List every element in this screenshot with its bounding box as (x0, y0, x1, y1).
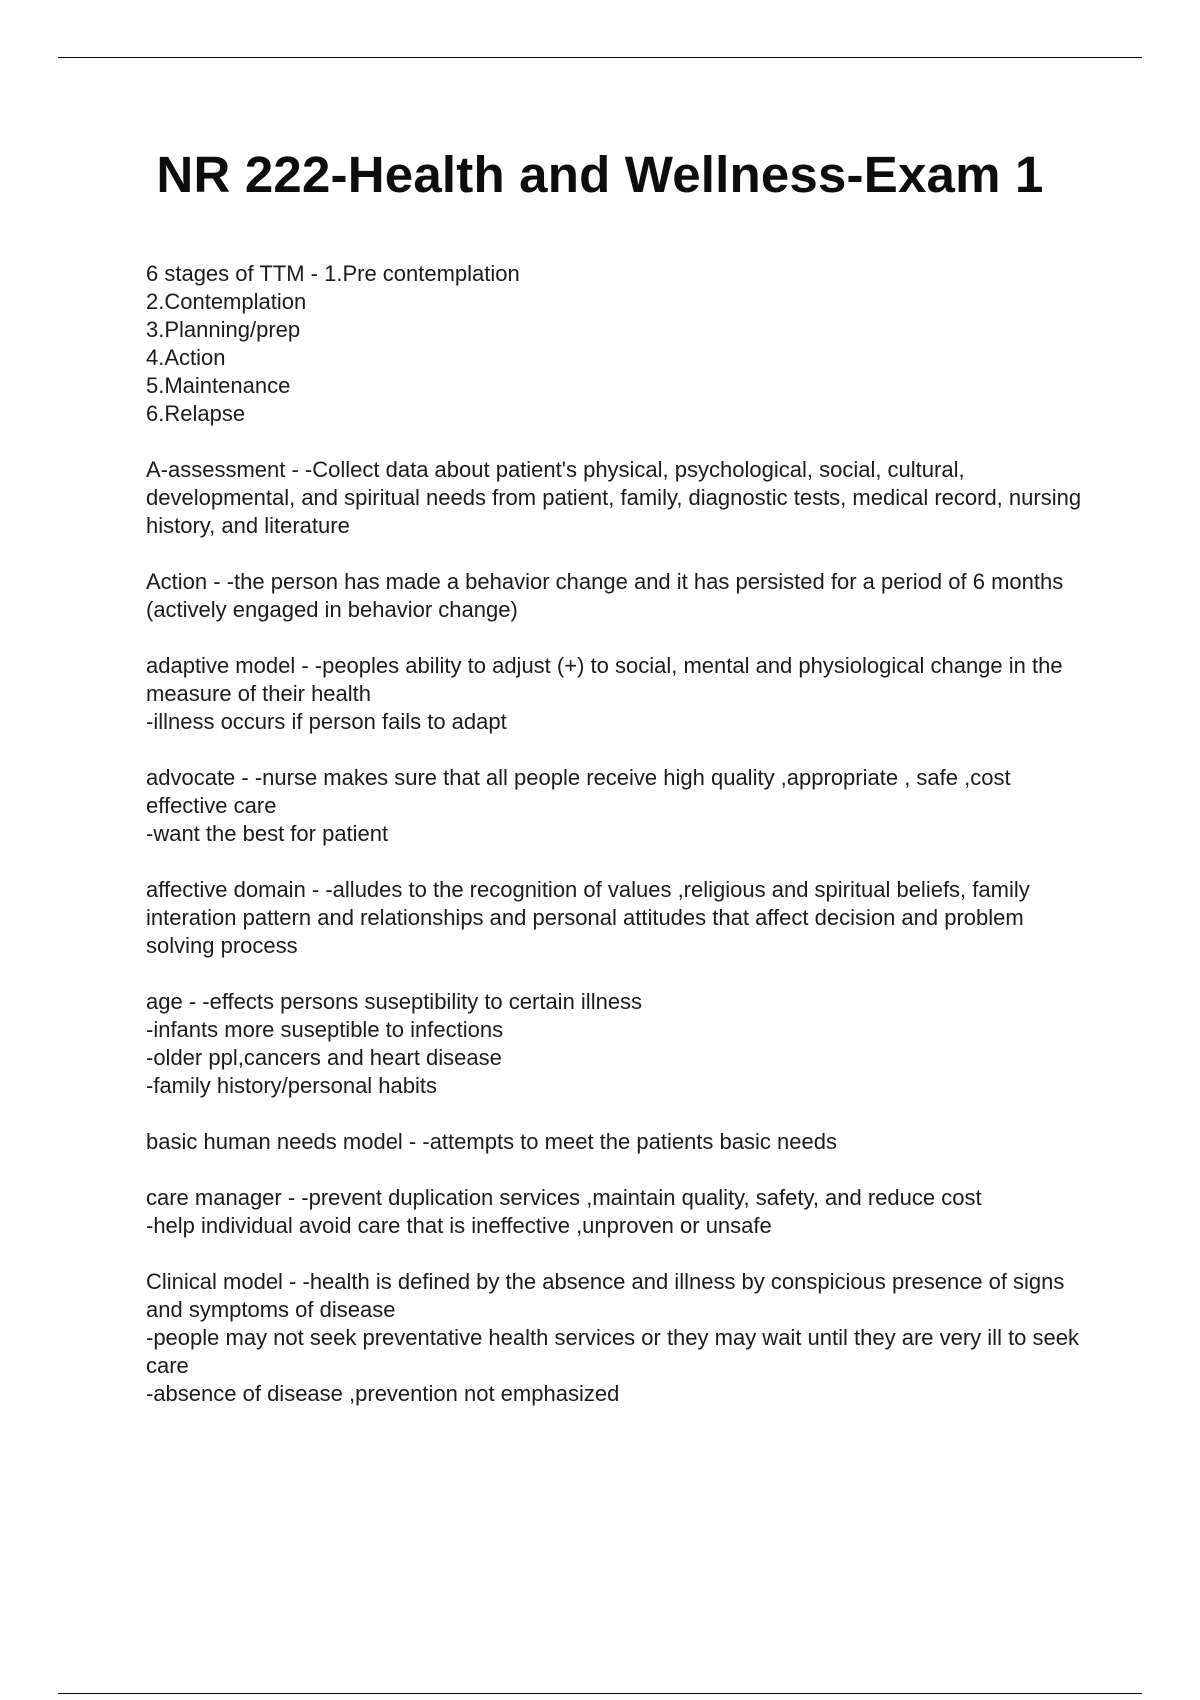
entry-care-manager (146, 1184, 1096, 1240)
entry-line: 6.Relapse (146, 401, 246, 426)
entry-basic-human-needs-model (146, 1128, 1096, 1156)
page-title: NR 222-Health and Wellness-Exam 1 (156, 146, 1044, 203)
entry-adaptive-model (146, 652, 1096, 736)
entry-line: 2.Contemplation (146, 289, 307, 314)
entry-clinical-model (146, 1268, 1096, 1408)
entry-age (146, 988, 1096, 1100)
entry-line: adaptive model - -peoples ability to adjust (+) to social, mental and physiological change in the measure of their health (146, 653, 1063, 706)
entry-action (146, 568, 1096, 624)
entry-line: age - -effects persons suseptibility to certain illness (146, 989, 643, 1014)
entry-line: -want the best for patient (146, 821, 389, 846)
entry-line: -family history/personal habits (146, 1073, 438, 1098)
entry-advocate (146, 764, 1096, 848)
entry-line: -help individual avoid care that is ineffective ,unproven or unsafe (146, 1213, 772, 1238)
entry-line: 4.Action (146, 345, 226, 370)
entry-line: A-assessment - -Collect data about patient's physical, psychological, social, cultural, developmental, and spiritual needs from patient, family, diagnostic tests, medical record, nursing history, and literature (146, 457, 1082, 538)
bottom-divider (58, 1693, 1142, 1694)
entry-affective-domain (146, 876, 1096, 960)
entry-line: -illness occurs if person fails to adapt (146, 709, 507, 734)
entry-line: 5.Maintenance (146, 373, 291, 398)
entry-line: -people may not seek preventative health services or they may wait until they are very ill to seek care (146, 1325, 1080, 1378)
entry-line: 6 stages of TTM - 1.Pre contemplation (146, 261, 520, 286)
top-divider (58, 57, 1142, 58)
entry-line: Clinical model - -health is defined by the absence and illness by conspicious presence of signs and symptoms of disease (146, 1269, 1065, 1322)
entry-ttm-stages (146, 260, 1096, 428)
entry-line: 3.Planning/prep (146, 317, 301, 342)
entry-a-assessment (146, 456, 1096, 540)
entry-line: Action - -the person has made a behavior change and it has persisted for a period of 6 months (actively engaged in behavior change) (146, 569, 1064, 622)
entry-line: advocate - -nurse makes sure that all people receive high quality ,appropriate , safe ,cost effective care (146, 765, 1011, 818)
entry-line: -older ppl,cancers and heart disease (146, 1045, 502, 1070)
flashcard-list (146, 260, 1096, 1436)
entry-line: care manager - -prevent duplication services ,maintain quality, safety, and reduce cost (146, 1185, 982, 1210)
entry-line: basic human needs model - -attempts to meet the patients basic needs (146, 1129, 837, 1154)
entry-line: -infants more suseptible to infections (146, 1017, 504, 1042)
entry-line: -absence of disease ,prevention not emphasized (146, 1381, 620, 1406)
entry-line: affective domain - -alludes to the recognition of values ,religious and spiritual beliefs, family interation pattern and relationships and personal attitudes that affect decision and problem solving process (146, 877, 1030, 958)
